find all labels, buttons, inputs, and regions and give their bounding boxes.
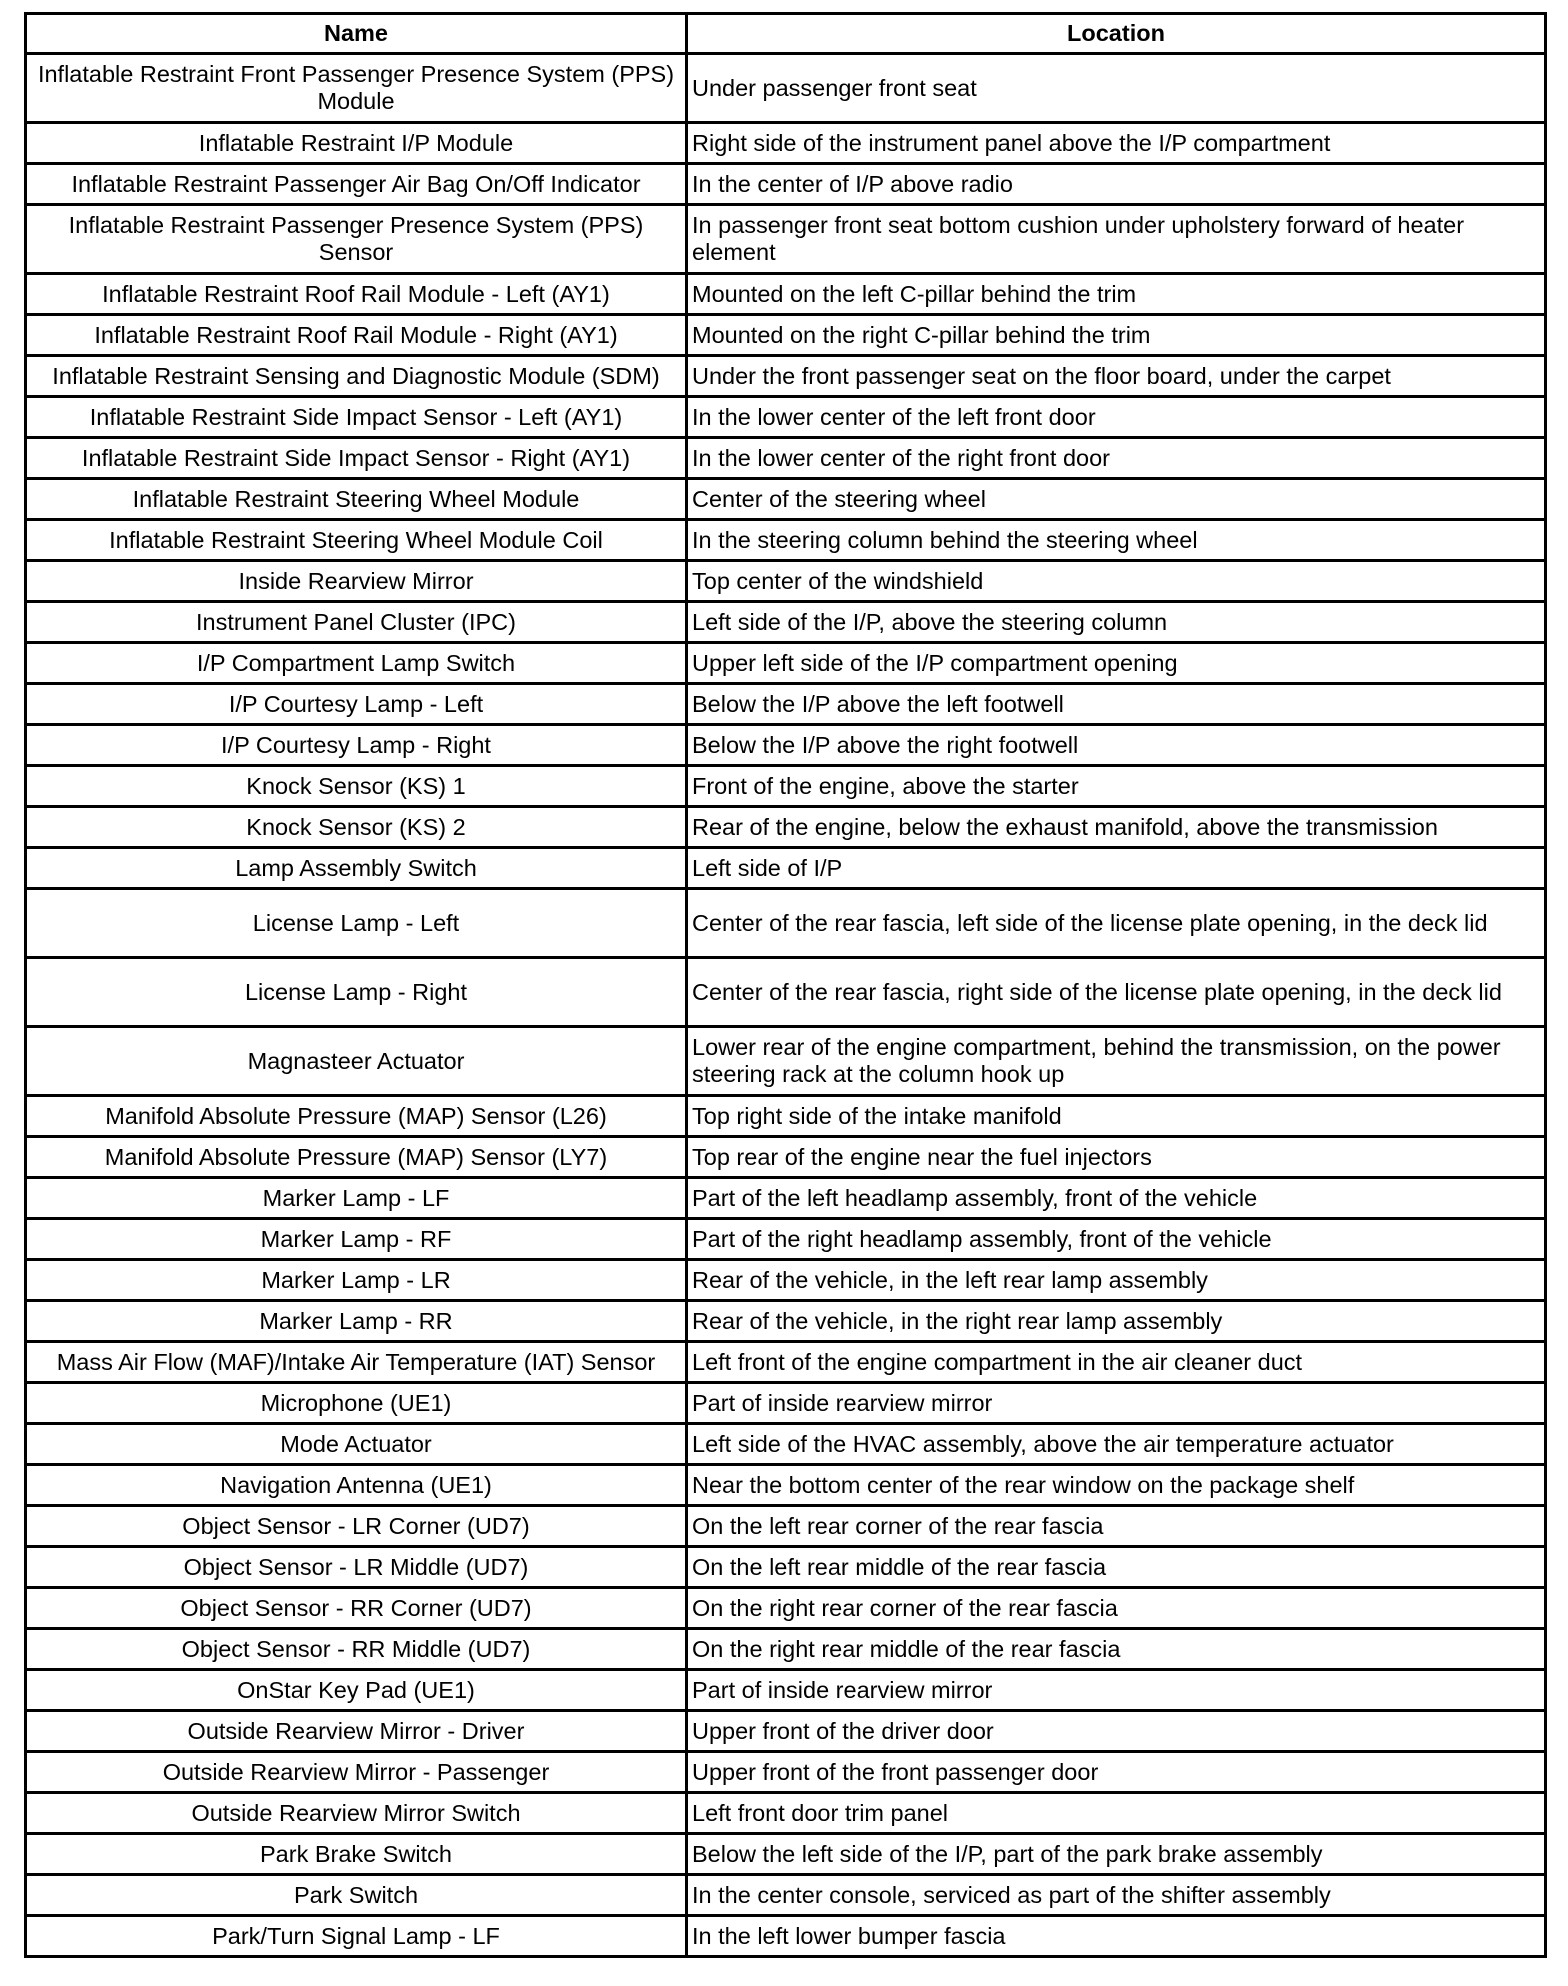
table-row	[26, 958, 1546, 1027]
component-name-cell: Inside Rearview Mirror	[26, 561, 687, 602]
component-location-cell: On the right rear middle of the rear fascia	[687, 1629, 1546, 1670]
table-row	[26, 1752, 1546, 1793]
component-name-cell: Outside Rearview Mirror Switch	[26, 1793, 687, 1834]
table-row	[26, 807, 1546, 848]
component-location-cell: Top rear of the engine near the fuel injectors	[687, 1137, 1546, 1178]
table-row	[26, 1793, 1546, 1834]
table-body	[26, 54, 1546, 1957]
component-location-cell: On the right rear corner of the rear fascia	[687, 1588, 1546, 1629]
component-name-cell: License Lamp - Right	[26, 958, 687, 1027]
component-name-cell: I/P Compartment Lamp Switch	[26, 643, 687, 684]
component-location-cell: In the center console, serviced as part of the shifter assembly	[687, 1875, 1546, 1916]
table-row	[26, 1027, 1546, 1096]
component-name-cell: Inflatable Restraint Steering Wheel Module Coil	[26, 520, 687, 561]
component-location-cell: Part of the right headlamp assembly, front of the vehicle	[687, 1219, 1546, 1260]
component-location-cell: Below the I/P above the right footwell	[687, 725, 1546, 766]
component-location-cell: Rear of the vehicle, in the right rear lamp assembly	[687, 1301, 1546, 1342]
table-row	[26, 123, 1546, 164]
table-row	[26, 1547, 1546, 1588]
component-location-cell: Upper front of the driver door	[687, 1711, 1546, 1752]
component-location-cell: Left side of I/P	[687, 848, 1546, 889]
table-row	[26, 766, 1546, 807]
component-location-cell: Center of the rear fascia, left side of the license plate opening, in the deck lid	[687, 889, 1546, 958]
component-location-cell: Front of the engine, above the starter	[687, 766, 1546, 807]
component-name-cell: Mode Actuator	[26, 1424, 687, 1465]
component-name-cell: Outside Rearview Mirror - Driver	[26, 1711, 687, 1752]
table-row	[26, 684, 1546, 725]
component-location-cell: Mounted on the right C-pillar behind the trim	[687, 315, 1546, 356]
component-name-cell: OnStar Key Pad (UE1)	[26, 1670, 687, 1711]
component-name-cell: Instrument Panel Cluster (IPC)	[26, 602, 687, 643]
table-row	[26, 54, 1546, 123]
header-name: Name	[26, 14, 687, 54]
component-name-cell: Lamp Assembly Switch	[26, 848, 687, 889]
component-name-cell: Manifold Absolute Pressure (MAP) Sensor (L26)	[26, 1096, 687, 1137]
component-location-cell: In passenger front seat bottom cushion under upholstery forward of heater element	[687, 205, 1546, 274]
component-location-cell: Top center of the windshield	[687, 561, 1546, 602]
component-name-cell: Inflatable Restraint Front Passenger Presence System (PPS) Module	[26, 54, 687, 123]
component-location-cell: Left front door trim panel	[687, 1793, 1546, 1834]
component-name-cell: Manifold Absolute Pressure (MAP) Sensor (LY7)	[26, 1137, 687, 1178]
component-location-cell: Upper left side of the I/P compartment opening	[687, 643, 1546, 684]
table-row	[26, 1506, 1546, 1547]
component-location-cell: In the steering column behind the steering wheel	[687, 520, 1546, 561]
table-row	[26, 725, 1546, 766]
table-row	[26, 561, 1546, 602]
component-name-cell: Marker Lamp - RR	[26, 1301, 687, 1342]
component-location-cell: Near the bottom center of the rear window on the package shelf	[687, 1465, 1546, 1506]
component-name-cell: Marker Lamp - RF	[26, 1219, 687, 1260]
component-name-cell: I/P Courtesy Lamp - Right	[26, 725, 687, 766]
component-name-cell: Object Sensor - RR Corner (UD7)	[26, 1588, 687, 1629]
component-name-cell: Object Sensor - LR Corner (UD7)	[26, 1506, 687, 1547]
component-name-cell: Inflatable Restraint Passenger Air Bag On/Off Indicator	[26, 164, 687, 205]
table-row	[26, 205, 1546, 274]
component-location-cell: On the left rear corner of the rear fascia	[687, 1506, 1546, 1547]
table-row	[26, 602, 1546, 643]
table-row	[26, 1711, 1546, 1752]
table-row	[26, 356, 1546, 397]
component-name-cell: Inflatable Restraint Roof Rail Module - Left (AY1)	[26, 274, 687, 315]
component-name-cell: Inflatable Restraint I/P Module	[26, 123, 687, 164]
component-name-cell: Knock Sensor (KS) 2	[26, 807, 687, 848]
component-name-cell: Microphone (UE1)	[26, 1383, 687, 1424]
component-name-cell: Inflatable Restraint Side Impact Sensor - Right (AY1)	[26, 438, 687, 479]
component-location-cell: Top right side of the intake manifold	[687, 1096, 1546, 1137]
component-name-cell: Park Switch	[26, 1875, 687, 1916]
component-name-cell: Inflatable Restraint Steering Wheel Module	[26, 479, 687, 520]
component-location-table	[24, 12, 1547, 1958]
component-location-cell: Rear of the engine, below the exhaust manifold, above the transmission	[687, 807, 1546, 848]
table-row	[26, 1260, 1546, 1301]
component-name-cell: Marker Lamp - LR	[26, 1260, 687, 1301]
component-location-cell: In the lower center of the left front door	[687, 397, 1546, 438]
table-row	[26, 315, 1546, 356]
component-name-cell: Object Sensor - RR Middle (UD7)	[26, 1629, 687, 1670]
table-row	[26, 1342, 1546, 1383]
table-row	[26, 274, 1546, 315]
table-row	[26, 479, 1546, 520]
component-location-cell: Under the front passenger seat on the floor board, under the carpet	[687, 356, 1546, 397]
table-row	[26, 1301, 1546, 1342]
table-row	[26, 164, 1546, 205]
table-row	[26, 643, 1546, 684]
component-location-cell: Left front of the engine compartment in the air cleaner duct	[687, 1342, 1546, 1383]
component-name-cell: I/P Courtesy Lamp - Left	[26, 684, 687, 725]
table-header-row	[26, 14, 1546, 54]
component-name-cell: Inflatable Restraint Passenger Presence System (PPS) Sensor	[26, 205, 687, 274]
table-row	[26, 848, 1546, 889]
component-name-cell: Park Brake Switch	[26, 1834, 687, 1875]
component-name-cell: Navigation Antenna (UE1)	[26, 1465, 687, 1506]
component-location-cell: Mounted on the left C-pillar behind the trim	[687, 274, 1546, 315]
table-row	[26, 1424, 1546, 1465]
component-location-cell: Left side of the HVAC assembly, above the air temperature actuator	[687, 1424, 1546, 1465]
component-location-cell: In the lower center of the right front door	[687, 438, 1546, 479]
table-row	[26, 520, 1546, 561]
table-row	[26, 1834, 1546, 1875]
component-location-cell: Rear of the vehicle, in the left rear lamp assembly	[687, 1260, 1546, 1301]
component-name-cell: Marker Lamp - LF	[26, 1178, 687, 1219]
component-location-cell: On the left rear middle of the rear fascia	[687, 1547, 1546, 1588]
table-row	[26, 1670, 1546, 1711]
component-location-cell: Upper front of the front passenger door	[687, 1752, 1546, 1793]
component-name-cell: Outside Rearview Mirror - Passenger	[26, 1752, 687, 1793]
table-row	[26, 889, 1546, 958]
component-location-cell: Part of inside rearview mirror	[687, 1670, 1546, 1711]
table-row	[26, 1465, 1546, 1506]
component-location-cell: Right side of the instrument panel above the I/P compartment	[687, 123, 1546, 164]
component-location-cell: Left side of the I/P, above the steering column	[687, 602, 1546, 643]
component-name-cell: Inflatable Restraint Sensing and Diagnostic Module (SDM)	[26, 356, 687, 397]
component-location-cell: Part of inside rearview mirror	[687, 1383, 1546, 1424]
table-row	[26, 397, 1546, 438]
table-row	[26, 1629, 1546, 1670]
table-row	[26, 1875, 1546, 1916]
component-location-cell: Below the I/P above the left footwell	[687, 684, 1546, 725]
table-row	[26, 1383, 1546, 1424]
component-name-cell: Inflatable Restraint Side Impact Sensor - Left (AY1)	[26, 397, 687, 438]
component-name-cell: Park/Turn Signal Lamp - LF	[26, 1916, 687, 1957]
component-name-cell: Object Sensor - LR Middle (UD7)	[26, 1547, 687, 1588]
component-location-cell: In the center of I/P above radio	[687, 164, 1546, 205]
component-name-cell: Magnasteer Actuator	[26, 1027, 687, 1096]
component-name-cell: Mass Air Flow (MAF)/Intake Air Temperature (IAT) Sensor	[26, 1342, 687, 1383]
table-row	[26, 1219, 1546, 1260]
header-location: Location	[687, 14, 1546, 54]
table-row	[26, 1588, 1546, 1629]
component-location-cell: In the left lower bumper fascia	[687, 1916, 1546, 1957]
component-location-cell: Under passenger front seat	[687, 54, 1546, 123]
component-location-cell: Center of the rear fascia, right side of the license plate opening, in the deck lid	[687, 958, 1546, 1027]
table-row	[26, 1137, 1546, 1178]
table-row	[26, 1178, 1546, 1219]
component-name-cell: License Lamp - Left	[26, 889, 687, 958]
component-location-cell: Lower rear of the engine compartment, behind the transmission, on the power steering rack at the column hook up	[687, 1027, 1546, 1096]
component-name-cell: Knock Sensor (KS) 1	[26, 766, 687, 807]
table-row	[26, 1916, 1546, 1957]
table-row	[26, 1096, 1546, 1137]
component-name-cell: Inflatable Restraint Roof Rail Module - Right (AY1)	[26, 315, 687, 356]
table-row	[26, 438, 1546, 479]
component-location-cell: Center of the steering wheel	[687, 479, 1546, 520]
component-location-cell: Part of the left headlamp assembly, front of the vehicle	[687, 1178, 1546, 1219]
component-location-cell: Below the left side of the I/P, part of the park brake assembly	[687, 1834, 1546, 1875]
